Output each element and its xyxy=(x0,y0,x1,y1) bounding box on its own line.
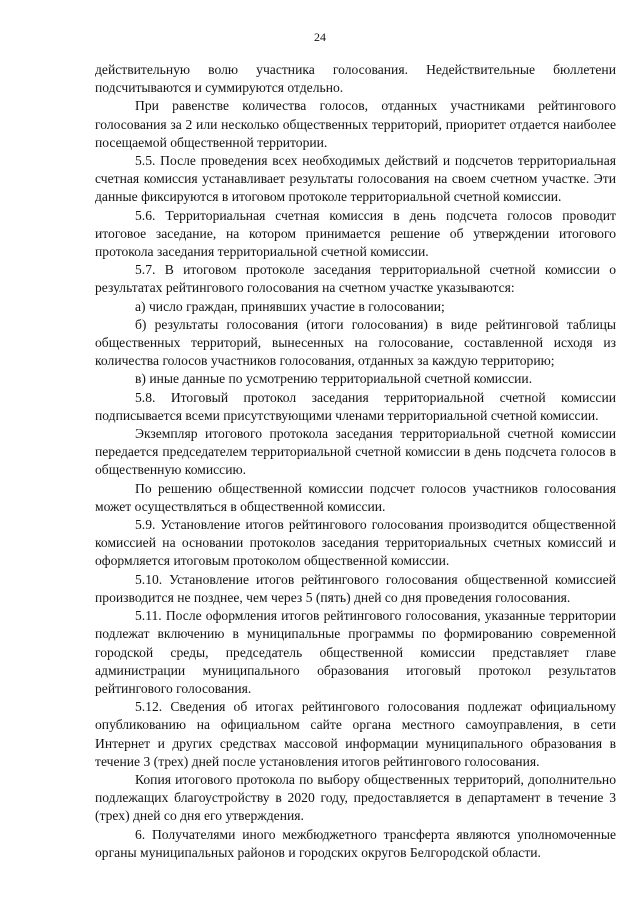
paragraph-equal-votes: При равенстве количества голосов, отданных участниками рейтингового голосования за 2 или несколько общественных территорий, приоритет отдается наиболее посещаемой общественной территории. xyxy=(95,98,616,150)
paragraph-6: 6. Получателями иного межбюджетного трансферта являются уполномоченные органы муниципальных районов и городских округов Белгородской области. xyxy=(95,826,616,860)
document-body xyxy=(95,61,616,862)
paragraph-5-10: 5.10. Установление итогов рейтингового голосования общественной комиссией производится не позднее, чем через 5 (пять) дней со дня проведения голосования. xyxy=(95,571,616,605)
paragraph-continuation: действительную волю участника голосования. Недействительные бюллетени подсчитываются и суммируются отдельно. xyxy=(95,62,616,96)
paragraph-5-5: 5.5. После проведения всех необходимых действий и подсчетов территориальная счетная комиссия устанавливает результаты голосования на своем счетном участке. Эти данные фиксируются в итоговом протоколе территориальной счетной комиссии. xyxy=(95,153,616,205)
paragraph-commission-count: По решению общественной комиссии подсчет голосов участников голосования может осуществляться в общественной комиссии. xyxy=(95,480,616,514)
paragraph-5-6: 5.6. Территориальная счетная комиссия в день подсчета голосов проводит итоговое заседание, на котором принимается решение об утверждении итогового протокола заседания территориальной счетной комиссии. xyxy=(95,207,616,260)
paragraph-5-7: 5.7. В итоговом протоколе заседания территориальной счетной комиссии о результатах рейтингового голосования на счетном участке указываются: xyxy=(95,262,616,296)
paragraph-5-9: 5.9. Установление итогов рейтингового голосования производится общественной комиссией на основании протоколов заседания территориальных счетных комиссий и оформляется итоговым протоколом общественной комиссии. xyxy=(95,517,616,569)
paragraph-5-8: 5.8. Итоговый протокол заседания территориальной счетной комиссии подписывается всеми присутствующими членами территориальной счетной комиссии. xyxy=(95,389,616,423)
list-item-a: а) число граждан, принявших участие в голосовании; xyxy=(135,298,445,314)
paragraph-5-12: 5.12. Сведения об итогах рейтингового голосования подлежат официальному опубликованию на официальном сайте органа местного самоуправления, в сети Интернет и других средствах массовой информации муниципального образования в течение 3 (трех) дней после установления итогов рейтингового голосования. xyxy=(95,699,616,769)
paragraph-protocol-copy: Экземпляр итогового протокола заседания территориальной счетной комиссии передается председателем территориальной счетной комиссии в день подсчета голосов в общественную комиссию. xyxy=(95,426,616,478)
paragraph-5-11: 5.11. После оформления итогов рейтингового голосования, указанные территории подлежат включению в муниципальные программы по формированию современной городской среды, председатель общественной комиссии представляет главе администрации муниципального образования итоговый протокол результатов рейтингового голосования. xyxy=(95,608,616,696)
page-number: 24 xyxy=(314,30,326,44)
list-item-v: в) иные данные по усмотрению территориальной счетной комиссии. xyxy=(135,371,533,387)
paragraph-copy-department: Копия итогового протокола по выбору общественных территорий, дополнительно подлежащих благоустройству в 2020 году, предоставляется в департамент в течение 3 (трех) дней со дня его утверждения. xyxy=(95,771,616,824)
list-item-b: б) результаты голосования (итоги голосования) в виде рейтинговой таблицы общественных территорий, вынесенных на голосование, составленной исходя из количества голосов участников голосования, отданных за каждую территорию; xyxy=(95,316,616,369)
